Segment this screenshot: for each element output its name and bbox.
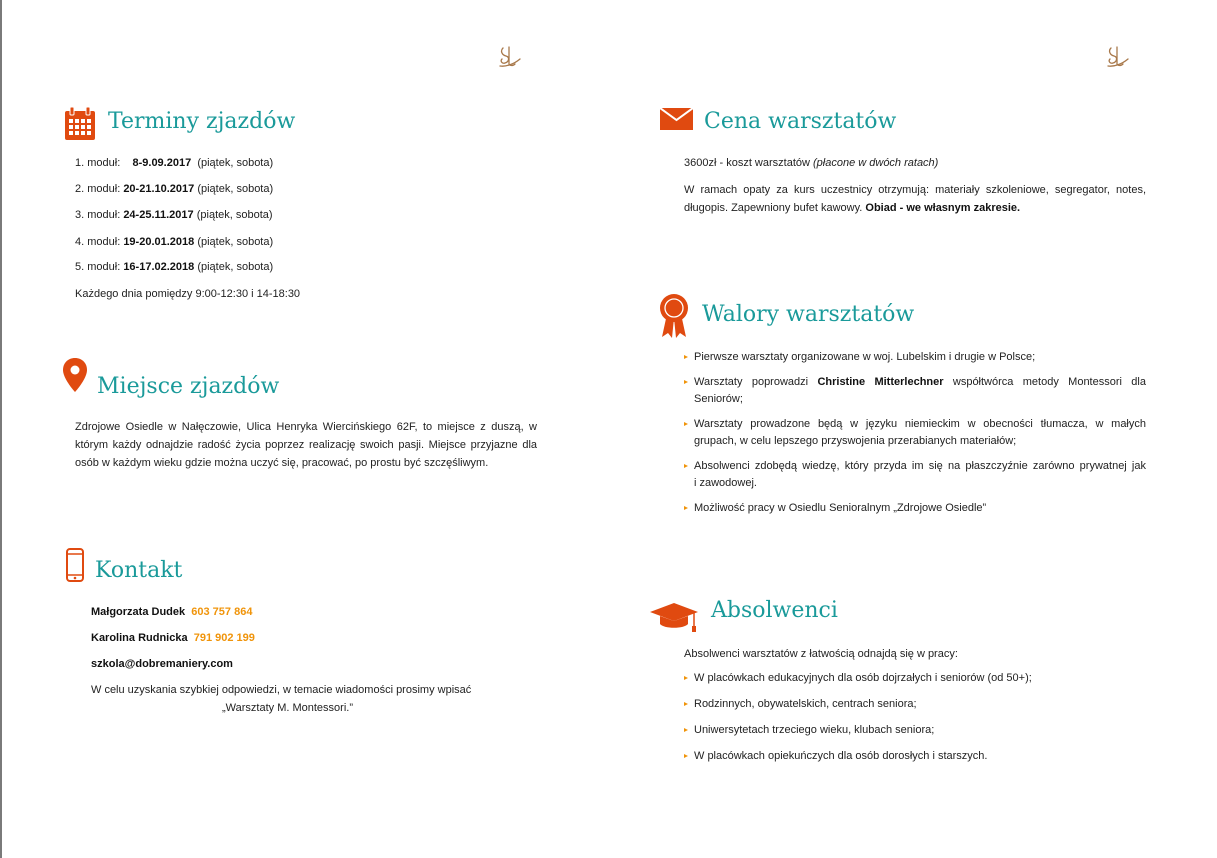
price-value: 3600zł xyxy=(684,157,717,169)
module-days: (piątek, sobota) xyxy=(197,261,274,273)
list-item: W placówkach edukacyjnych dla osób dojrzałych i seniorów (od 50+); xyxy=(684,670,1146,687)
absolwenci-intro: Absolwenci warsztatów z łatwością odnajdą się w pracy: xyxy=(684,648,958,660)
list-item: Absolwenci zdobędą wiedzę, który przyda im się na płaszczyźnie zarówno prywatnej jak i zawodowej. xyxy=(684,458,1146,492)
description-line: osób w każdym wieku gdzie można uczyć się, pracować, po prostu być szczęśliwym. xyxy=(75,457,489,469)
lunch-note: Obiad - we własnym zakresie. xyxy=(865,202,1021,214)
module-date: 19-20.01.2018 xyxy=(123,236,195,248)
contact-name: Małgorzata Dudek xyxy=(91,606,186,618)
list-item: Warsztaty prowadzone będą w języku niemieckim w obecności tłumacza, w małych grupach, w celu lepszego przyswojenia przerabianych materiałów; xyxy=(684,416,1146,450)
section-title-kontakt: Kontakt xyxy=(95,558,183,583)
module-date: 24-25.11.2017 xyxy=(123,209,194,221)
description-line: którym każdy odnajdzie radość życia poprzez realizację swoich pasji. Miejsce przyjazne dla xyxy=(75,439,537,451)
contact-person-2 xyxy=(91,631,255,645)
page-edge xyxy=(0,0,2,858)
description-line: Zdrojowe Osiedle w Nałęczowie, Ulica Henryka Wiercińskiego 62F, to miejsce z duszą, w xyxy=(75,421,537,433)
section-title-absolwenci: Absolwenci xyxy=(711,598,838,623)
module-label: 2. moduł: xyxy=(75,183,121,195)
module-days: (piątek, sobota) xyxy=(197,157,274,169)
list-item: Pierwsze warsztaty organizowane w woj. Lubelskim i drugie w Polsce; xyxy=(684,349,1146,366)
section-title-walory: Walory warsztatów xyxy=(702,302,915,327)
contact-name: Karolina Rudnicka xyxy=(91,632,188,644)
price-description-line: długopis. Zapewniony bufet kawowy. Obiad - we własnym zakresie. xyxy=(684,202,1021,214)
contact-email[interactable]: szkola@dobremaniery.com xyxy=(91,658,233,670)
absolwenci-list xyxy=(684,670,1146,765)
module-label: 3. moduł: xyxy=(75,209,121,221)
price-description-line: W ramach opaty za kurs uczestnicy otrzymują: materiały szkoleniowe, segregator, notes, xyxy=(684,184,1146,196)
calendar-icon xyxy=(64,107,96,141)
price-line xyxy=(684,156,938,170)
section-title-terminy: Terminy zjazdów xyxy=(108,109,296,134)
module-days: (piątek, sobota) xyxy=(197,236,274,248)
section-title-cena: Cena warsztatów xyxy=(704,109,897,134)
logo-monogram-left xyxy=(494,42,524,72)
module-row xyxy=(75,235,273,249)
module-days: (piątek, sobota) xyxy=(197,183,274,195)
list-item: Możliwość pracy w Osiedlu Senioralnym „Zdrojowe Osiedle” xyxy=(684,500,1146,517)
trainer-name: Christine Mitterlechner xyxy=(817,376,944,388)
contact-note-line2: „Warsztaty M. Montessori.” xyxy=(222,702,353,714)
graduation-cap-icon xyxy=(650,603,698,633)
list-item: Uniwersytetach trzeciego wieku, klubach seniora; xyxy=(684,722,1146,739)
list-item: W placówkach opiekuńczych dla osób dorosłych i starszych. xyxy=(684,748,1146,765)
module-row xyxy=(75,260,273,274)
module-date: 8-9.09.2017 xyxy=(132,157,192,169)
module-date: 16-17.02.2018 xyxy=(123,261,195,273)
contact-phone[interactable]: 791 902 199 xyxy=(193,632,255,644)
module-label: 5. moduł: xyxy=(75,261,121,273)
module-label: 4. moduł: xyxy=(75,236,121,248)
award-ribbon-icon xyxy=(659,294,689,338)
module-row xyxy=(75,182,273,196)
list-item: Rodzinnych, obywatelskich, centrach seniora; xyxy=(684,696,1146,713)
contact-person-1 xyxy=(91,605,252,619)
module-row xyxy=(75,208,273,222)
list-item: Warsztaty poprowadzi Christine Mitterlechner współtwórca metody Montessori dla Seniorów; xyxy=(684,374,1146,408)
contact-note-line1: W celu uzyskania szybkiej odpowiedzi, w temacie wiadomości prosimy wpisać xyxy=(91,684,472,696)
module-days: (piątek, sobota) xyxy=(196,209,273,221)
logo-monogram-right xyxy=(1102,42,1132,72)
module-date: 20-21.10.2017 xyxy=(123,183,195,195)
walory-list xyxy=(684,349,1146,517)
module-row xyxy=(75,156,273,170)
module-label: 1. moduł: xyxy=(75,157,121,169)
price-note: (płacone w dwóch ratach) xyxy=(813,157,939,169)
price-description xyxy=(684,181,1146,217)
location-pin-icon xyxy=(63,358,87,392)
section-title-miejsce: Miejsce zjazdów xyxy=(97,374,280,399)
price-text: - koszt warsztatów xyxy=(716,157,813,169)
smartphone-icon xyxy=(66,548,84,582)
envelope-icon xyxy=(660,108,693,130)
hours-text: Każdego dnia pomiędzy 9:00-12:30 i 14-18:30 xyxy=(75,288,301,300)
miejsce-description xyxy=(75,418,537,472)
contact-phone[interactable]: 603 757 864 xyxy=(191,606,253,618)
